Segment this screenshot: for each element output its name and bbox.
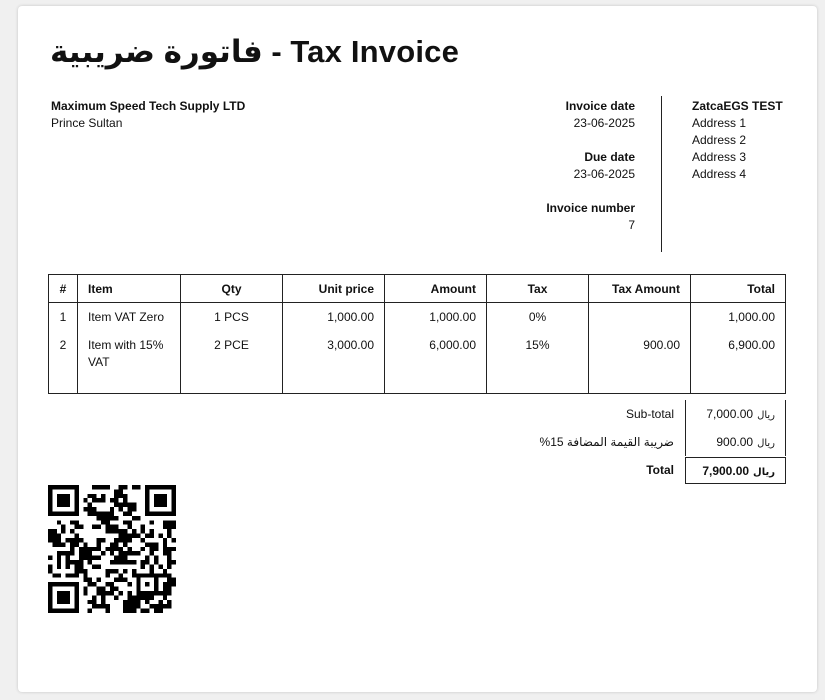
row-index: 2: [49, 331, 78, 394]
vat-label: %ضريبة القيمة المضافة 15: [539, 435, 674, 449]
row-tax-amount: 900.00: [589, 331, 691, 394]
vertical-divider: [661, 96, 662, 252]
buyer-address-4: Address 4: [692, 167, 747, 181]
qr-code-icon: [48, 485, 176, 613]
vat-value: [685, 428, 786, 456]
vat-row: [430, 428, 786, 456]
total-row: [430, 456, 786, 484]
subtotal-label: Sub-total: [625, 407, 674, 421]
seller-name: Maximum Speed Tech Supply LTD: [51, 99, 246, 113]
buyer-address-2: Address 2: [692, 133, 747, 147]
row-total: 1,000.00: [691, 303, 786, 332]
row-tax: 0%: [487, 303, 589, 332]
row-tax: 15%: [487, 331, 589, 394]
subtotal-amount: 7,000.00: [706, 407, 754, 421]
items-table: [48, 274, 786, 394]
total-label: Total: [646, 463, 674, 477]
invoice-title: فاتورة ضريبية - Tax Invoice: [50, 34, 460, 69]
due-date-value: 23-06-2025: [573, 167, 635, 181]
vat-amount: 900.00: [716, 435, 754, 449]
row-index: 1: [49, 303, 78, 332]
row-unit-price: 1,000.00: [283, 303, 385, 332]
buyer-address-1: Address 1: [692, 116, 747, 130]
header-qty: Qty: [181, 275, 283, 303]
header-tax-amount: Tax Amount: [589, 275, 691, 303]
row-tax-amount: [589, 303, 691, 332]
header-total: Total: [691, 275, 786, 303]
header-unit-price: Unit price: [283, 275, 385, 303]
row-total: 6,900.00: [691, 331, 786, 394]
table-header-row: [49, 275, 786, 303]
row-unit-price: 3,000.00: [283, 331, 385, 394]
table-row: [49, 303, 786, 332]
row-item: Item with 15% VAT: [78, 331, 181, 394]
seller-block: [51, 98, 245, 132]
header-index: #: [49, 275, 78, 303]
row-item: Item VAT Zero: [78, 303, 181, 332]
totals-block: [430, 400, 786, 484]
seller-address: Prince Sultan: [51, 116, 123, 130]
header-amount: Amount: [385, 275, 487, 303]
invoice-date-label: Invoice date: [565, 99, 635, 113]
row-qty: 1 PCS: [181, 303, 283, 332]
row-qty: 2 PCE: [181, 331, 283, 394]
invoice-meta: [475, 98, 635, 251]
subtotal-value: [685, 400, 786, 428]
buyer-name: ZatcaEGS TEST: [692, 99, 783, 113]
subtotal-row: [430, 400, 786, 428]
invoice-number-label: Invoice number: [546, 201, 635, 215]
total-amount: 7,900.00: [702, 464, 750, 478]
row-amount: 6,000.00: [385, 331, 487, 394]
buyer-block: [692, 98, 783, 183]
header-tax: Tax: [487, 275, 589, 303]
invoice-date-value: 23-06-2025: [573, 116, 635, 130]
currency-label: ريال: [753, 467, 775, 478]
table-row: [49, 331, 786, 394]
invoice-number-value: 7: [628, 218, 635, 232]
currency-label: ريال: [757, 410, 775, 421]
due-date-label: Due date: [584, 150, 635, 164]
total-value: [685, 457, 786, 484]
header-item: Item: [78, 275, 181, 303]
buyer-address-3: Address 3: [692, 150, 747, 164]
currency-label: ريال: [757, 438, 775, 449]
row-amount: 1,000.00: [385, 303, 487, 332]
